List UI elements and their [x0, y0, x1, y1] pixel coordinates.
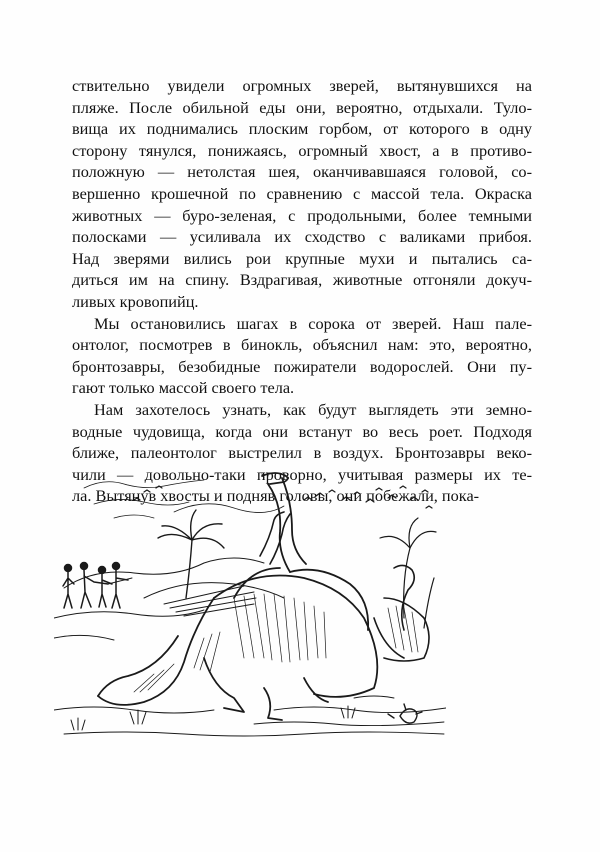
illustration-drawing — [54, 448, 446, 753]
explorers-group — [63, 563, 132, 609]
text-line: онтолог, посмотрев в бинокль, объяснил нам: это, вероятно, — [72, 335, 532, 355]
body-text — [72, 75, 532, 507]
sky-clouds — [84, 480, 284, 518]
water-surface — [54, 696, 446, 736]
text-line: Нам захотелось узнать, как будут выглядеть эти земно- — [94, 399, 532, 419]
brontosaurus-standing — [234, 473, 368, 630]
text-line: вершенно крошечной по сравнению с массой тела. Окраска — [72, 183, 532, 203]
text-line: гают только массой своего тела. — [72, 378, 295, 398]
text-line: ствительно увидели огромных зверей, вытянувшихся на — [72, 76, 532, 95]
text-line: диться им на спину. Вздрагивая, животные отгоняли докуч- — [72, 270, 532, 290]
text-line: ла. Вытянув хвосты и подняв головы, они побежали, пока- — [72, 486, 480, 506]
text-line: ближе, палеонтолог выстрелил в воздух. Бронтозавры веко- — [72, 443, 532, 463]
grass-tufts — [71, 706, 355, 730]
brontosaurus-illustration — [54, 448, 446, 753]
text-line: сторону тянулся, понижаясь, огромный хвост, а в противо- — [72, 140, 532, 160]
text-line: Над зверями вились рои крупные мухи и пытались са- — [72, 248, 532, 268]
text-line: полосками — усиливала их сходство с валиками прибоя. — [72, 227, 532, 247]
text-line: чили — довольно-таки проворно, учитывая размеры их те- — [72, 464, 532, 484]
brontosaurus-body — [98, 576, 377, 721]
paragraph — [72, 313, 532, 399]
text-line: пляже. После обильной еды они, вероятно, отдыхали. Туло- — [72, 97, 532, 117]
text-line: положную — нетолстая шея, оканчивавшаяся головой, со- — [72, 162, 532, 182]
text-line: Мы остановились шагах в сорока от зверей. Наш пале- — [94, 313, 532, 333]
small-creature — [388, 704, 422, 723]
body-hatching — [134, 594, 326, 692]
paragraph — [72, 75, 532, 313]
text-line: вища их поднимались плоским горбом, от которого в одну — [72, 119, 532, 139]
text-line: животных — буро-зеленая, с продольными, более темными — [72, 205, 532, 225]
text-line: ливых кровопийц. — [72, 291, 199, 311]
birds-flock — [134, 486, 432, 508]
palm-tree-left — [158, 510, 224, 598]
brontosaurus-right — [374, 565, 429, 661]
brontosaurus-small-neck — [260, 512, 290, 564]
text-line: бронтозавры, безобидные пожиратели водорослей. Они пу- — [72, 356, 532, 376]
text-line: водные чудовища, когда они встанут во весь роет. Подходя — [72, 421, 532, 441]
